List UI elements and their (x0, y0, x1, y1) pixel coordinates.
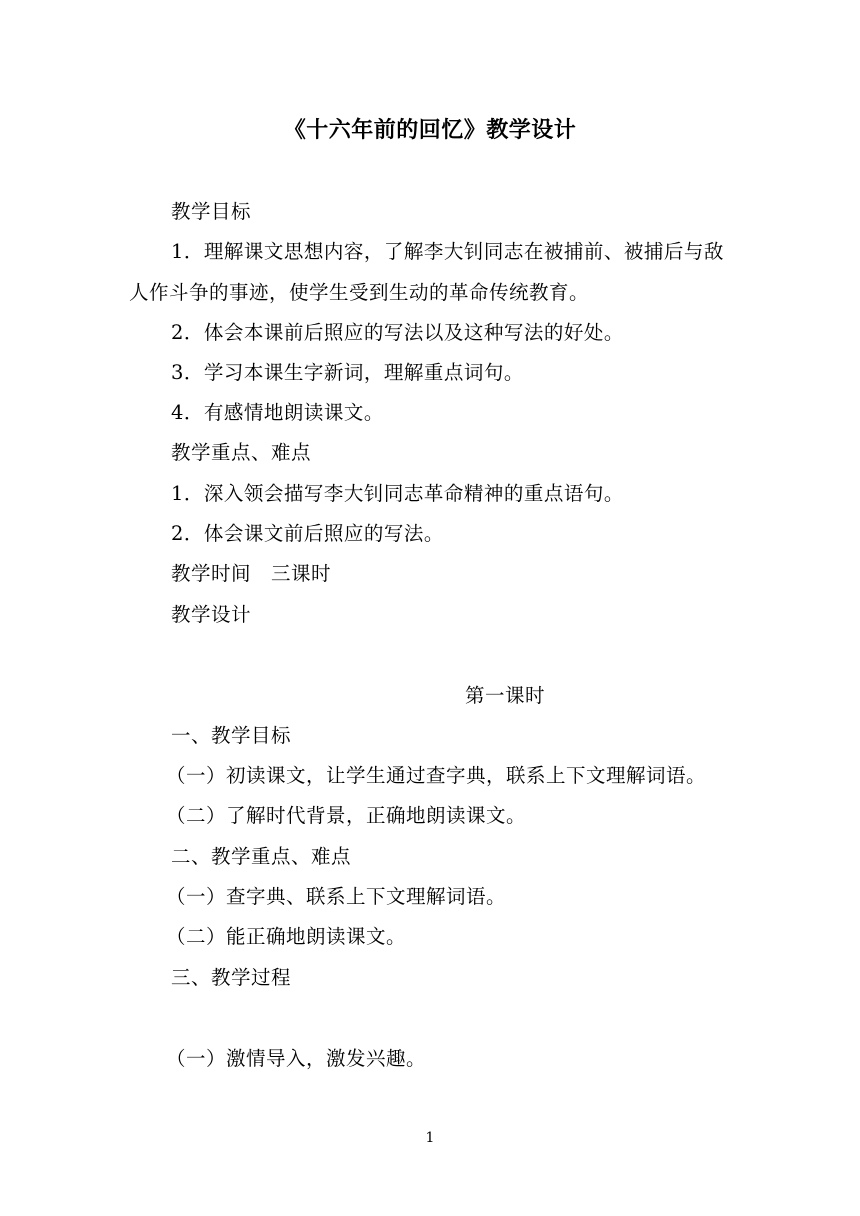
key-point-2: 2．体会课文前后照应的写法。 (171, 522, 444, 545)
goal-item-4: 4．有感情地朗读课文。 (171, 401, 384, 424)
lesson-section-goals: 一、教学目标 (171, 724, 292, 747)
lesson-key-point-1: （一）查字典、联系上下文理解词语。 (166, 885, 507, 908)
lesson-section-process: 三、教学过程 (171, 966, 292, 989)
teaching-time: 教学时间 三课时 (171, 562, 332, 585)
lesson-goal-2: （二）了解时代背景，正确地朗读课文。 (166, 804, 527, 827)
document-title: 《十六年前的回忆》教学设计 (283, 117, 577, 143)
lesson-goal-1: （一）初读课文，让学生通过查字典，联系上下文理解词语。 (166, 764, 707, 787)
goal-item-3: 3．学习本课生字新词，理解重点词句。 (171, 361, 524, 384)
lesson-section-key-points: 二、教学重点、难点 (171, 845, 352, 868)
key-point-1: 1．深入领会描写李大钊同志革命精神的重点语句。 (171, 482, 624, 505)
goal-item-1-continued: 人作斗争的事迹，使学生受到生动的革命传统教育。 (129, 281, 590, 304)
page-number: 1 (425, 1130, 435, 1146)
process-step-1: （一）激情导入，激发兴趣。 (166, 1047, 427, 1070)
section-heading-key-points: 教学重点、难点 (171, 441, 312, 464)
lesson-key-point-2: （二）能正确地朗读课文。 (166, 925, 407, 948)
goal-item-1: 1．理解课文思想内容，了解李大钊同志在被捕前、被捕后与敌 (171, 240, 724, 263)
section-heading-teaching-goals: 教学目标 (171, 200, 252, 223)
lesson-heading-first: 第一课时 (464, 684, 545, 707)
section-heading-teaching-design: 教学设计 (171, 603, 252, 626)
goal-item-2: 2．体会本课前后照应的写法以及这种写法的好处。 (171, 321, 624, 344)
